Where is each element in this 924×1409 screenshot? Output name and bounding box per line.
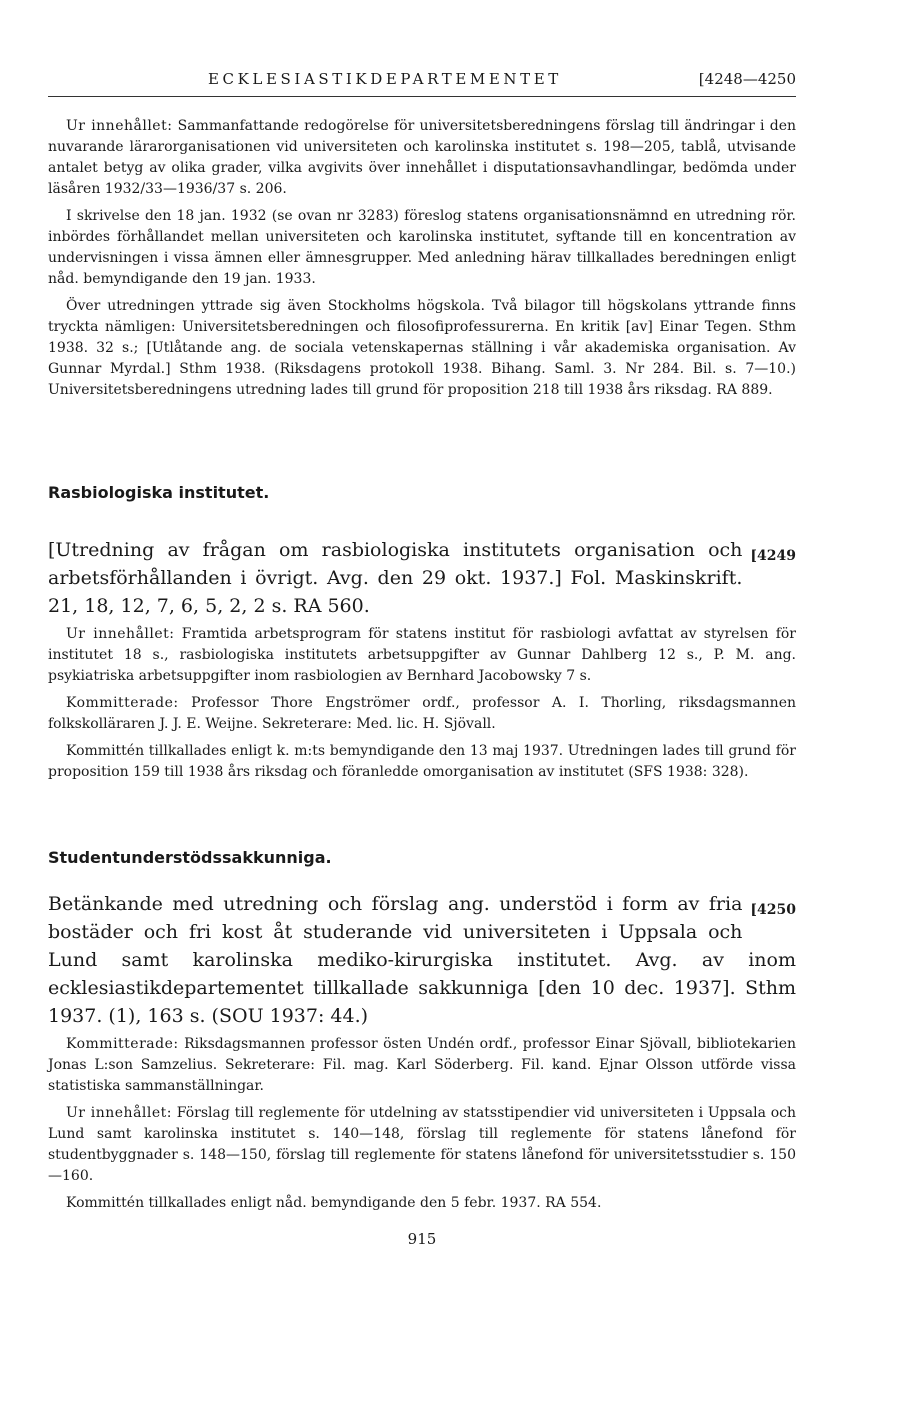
intro-paragraph-1: [48, 116, 796, 200]
paragraph-lead: Ur innehållet:: [66, 626, 175, 642]
paragraph-lead: Ur innehållet:: [66, 1105, 173, 1121]
entry-paragraph-1: [48, 1034, 796, 1097]
paragraph-lead: Kommitterade:: [66, 1036, 179, 1052]
paragraph-text: Framtida arbetsprogram för statens institut för rasbiologi avfattat av styrelsen för institutet 18 s., rasbiologiska institutets arbetsuppgifter av Gunnar Dahlberg 12 s., P. M. ang. psykiatriska arbetsuppgifter inom rasbiologien av Bernhard Jacobowsky 7 s.: [48, 626, 797, 684]
section-studentunderstod: [48, 848, 796, 867]
entry-paragraph-2: [48, 693, 796, 735]
entry-title: [48, 890, 796, 1030]
entry-range: [4248—4250: [698, 70, 796, 88]
entry-number: [4250: [750, 902, 796, 918]
paragraph-text: Riksdagsmannen professor östen Undén ordf., professor Einar Sjövall, bibliotekarien Jonas L:son Samzelius. Sekreterare: Fil. mag. Karl Söderberg. Fil. kand. Ejnar Olsson utförde vissa statistiska sammanställningar.: [48, 1036, 796, 1094]
paragraph-lead: Ur innehållet:: [66, 118, 173, 134]
entry-number: [4249: [750, 548, 796, 564]
entry-title-text: [Utredning av frågan om rasbiologiska institutets organisation och arbetsförhållanden i övrigt. Avg. den 29 okt. 1937.] Fol. Maskinskrift. 21, 18, 12, 7, 6, 5, 2, 2 s. RA 560.: [48, 539, 743, 617]
section-heading: Rasbiologiska institutet.: [48, 483, 270, 502]
paragraph-text: Professor Thore Engströmer ordf., professor A. I. Thorling, riksdagsmannen folkskolläraren J. J. E. Weijne. Sekreterare: Med. lic. H. Sjövall.: [48, 695, 796, 732]
paragraph-text: Sammanfattande redogörelse för universitetsberedningens förslag till ändringar i den nuvarande lärarorganisationen vid universiteten och karolinska institutet s. 198—205, tablå, utvisande antalet betyg av olika grader, vilka avgivits över innehållet i disputationsavhandlingar, bedömda under läsåren 1932/33—1936/37 s. 206.: [48, 118, 796, 197]
section-heading: Studentunderstödssakkunniga.: [48, 848, 332, 867]
running-header: [48, 70, 796, 96]
section-rasbiologiska: [48, 483, 796, 502]
intro-block: [48, 116, 796, 407]
entry-paragraph-3: Kommittén tillkallades enligt nåd. bemyndigande den 5 febr. 1937. RA 554.: [66, 1195, 602, 1211]
entry-paragraph-3: Kommittén tillkallades enligt k. m:ts bemyndigande den 13 maj 1937. Utredningen lades till grund för proposition 159 till 1938 års riksdag och föranledde omorganisation av institutet (SFS 1938: 328).: [48, 743, 796, 780]
paragraph-text: Förslag till reglemente för utdelning av statsstipendier vid universiteten i Uppsala och Lund samt karolinska institutet s. 140—148, förslag till reglemente för statens lånefond för studentbyggnader s. 148—150, förslag till reglemente för statens lånefond för universitetsstudier s. 150—160.: [48, 1105, 797, 1184]
entry-title-text: Betänkande med utredning och förslag ang. understöd i form av fria bostäder och fri kost åt studerande vid universiteten i Uppsala och Lund samt karolinska mediko-kirurgiska institutet. Avg. av inom ecklesiastikdepartementet tillkallade sakkunniga [den 10 dec. 1937]. Sthm 1937. (1), 163 s. (SOU 1937: 44.): [48, 893, 796, 1027]
section-rasbiologiska-body: [48, 536, 796, 789]
running-title: ECKLESIASTIKDEPARTEMENTET: [208, 70, 562, 88]
entry-title: [48, 536, 796, 620]
paragraph-lead: Kommitterade:: [66, 695, 179, 711]
entry-paragraph-2: [48, 1103, 796, 1187]
entry-paragraph-1: [48, 624, 796, 687]
intro-paragraph-3: Över utredningen yttrade sig även Stockholms högskola. Två bilagor till högskolans yttrande finns tryckta nämligen: Universitetsberedningen och filosofiprofessurerna. En kritik [av] Einar Tegen. Sthm 1938. 32 s.; [Utlåtande ang. de sociala vetenskapernas ställning i vår akademiska organisation. Av Gunnar Myrdal.] Sthm 1938. (Riksdagens protokoll 1938. Bihang. Saml. 3. Nr 284. Bil. s. 7—10.) Universitetsberedningens utredning lades till grund för proposition 218 till 1938 års riksdag. RA 889.: [48, 298, 796, 398]
intro-paragraph-2: I skrivelse den 18 jan. 1932 (se ovan nr 3283) föreslog statens organisationsnämnd en utredning rör. inbördes förhållandet mellan universiteten och karolinska institutet, syftande till en koncentration av undervisningen i vissa ämnen eller ämnesgrupper. Med anledning härav tillkallades beredningen enligt nåd. bemyndigande den 19 jan. 1933.: [48, 208, 796, 287]
header-rule: [48, 96, 796, 97]
page-number: 915: [407, 1230, 437, 1248]
section-studentunderstod-body: [48, 890, 796, 1220]
